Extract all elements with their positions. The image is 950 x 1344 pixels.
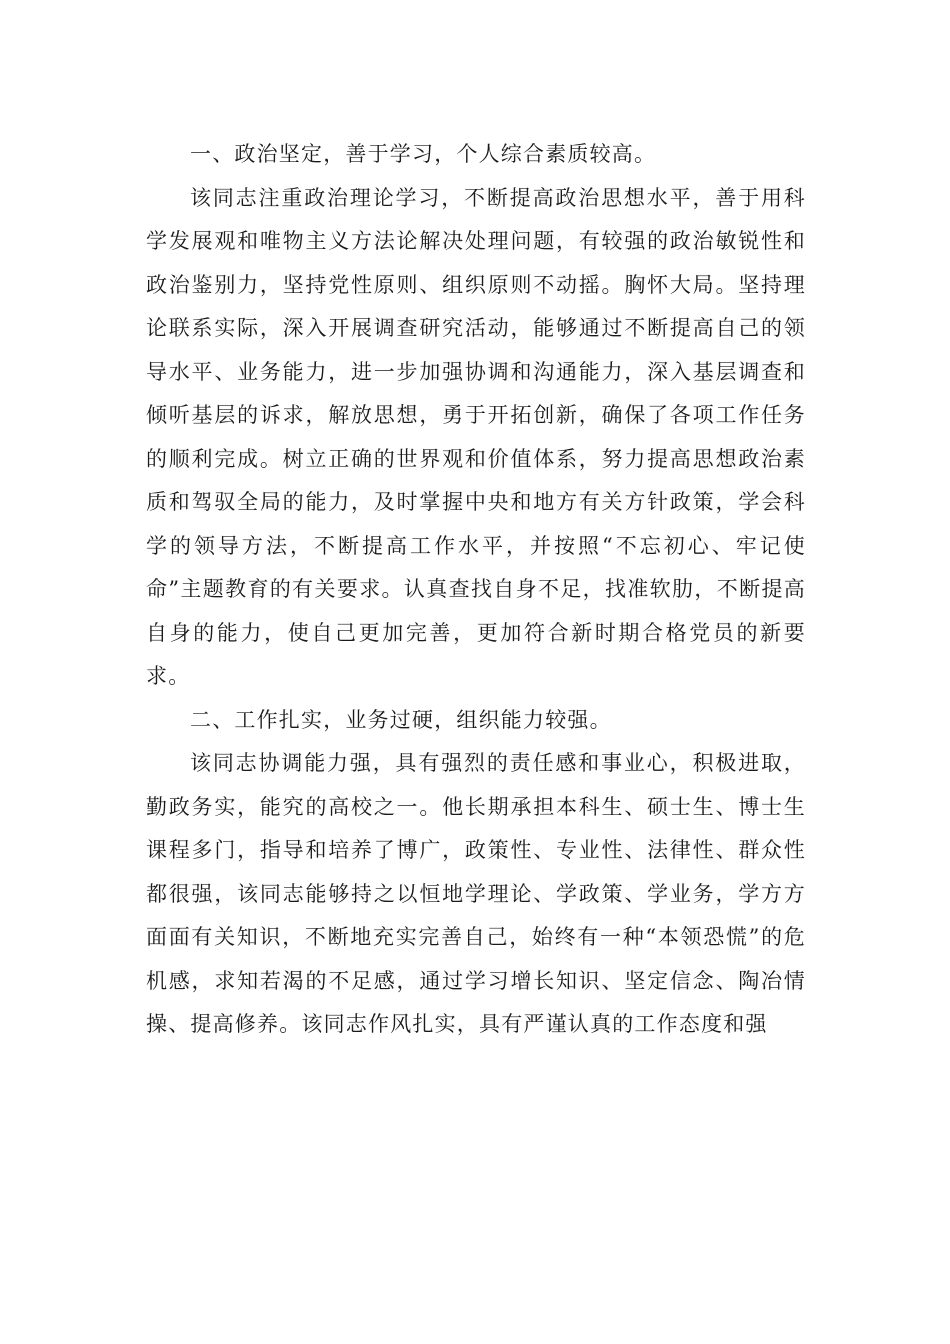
document-body [146, 133, 806, 1047]
section-heading-2: 二、工作扎实，业务过硬，组织能力较强。 [190, 707, 612, 732]
section-heading-1: 一、政治坚定，善于学习，个人综合素质较高。 [190, 142, 657, 166]
paragraph-1: 该同志注重政治理论学习，不断提高政治思想水平，善于用科学发展观和唯物主义方法论解决处理问题，有较强的政治敏锐性和政治鉴别力，坚持党性原则、组织原则不动摇。胸怀大局。坚持理论联系实际，深入开展调查研究活动，能够通过不断提高自己的领导水平、业务能力，进一步加强协调和沟通能力，深入基层调查和倾听基层的诉求，解放思想，勇于开拓创新，确保了各项工作任务的顺利完成。树立正确的世界观和价值体系，努力提高思想政治素质和驾驭全局的能力，及时掌握中央和地方有关方针政策，学会科学的领导方法，不断提高工作水平，并按照“不忘初心、牢记使命”主题教育的有关要求。认真查找自身不足，找准软肋，不断提高自身的能力，使自己更加完善，更加符合新时期合格党员的新要求。 [146, 185, 806, 688]
paragraph-2: 该同志协调能力强，具有强烈的责任感和事业心，积极进取，勤政务实，能究的高校之一。他长期承担本科生、硕士生、博士生课程多门，指导和培养了博广，政策性、专业性、法律性、群众性都很强，该同志能够持之以恒地学理论、学政策、学业务，学方方面面有关知识，不断地充实完善自己，始终有一种“本领恐慌”的危机感，求知若渴的不足感，通过学习增长知识、坚定信念、陶冶情操、提高修养。该同志作风扎实，具有严谨认真的工作态度和强 [146, 751, 806, 1036]
